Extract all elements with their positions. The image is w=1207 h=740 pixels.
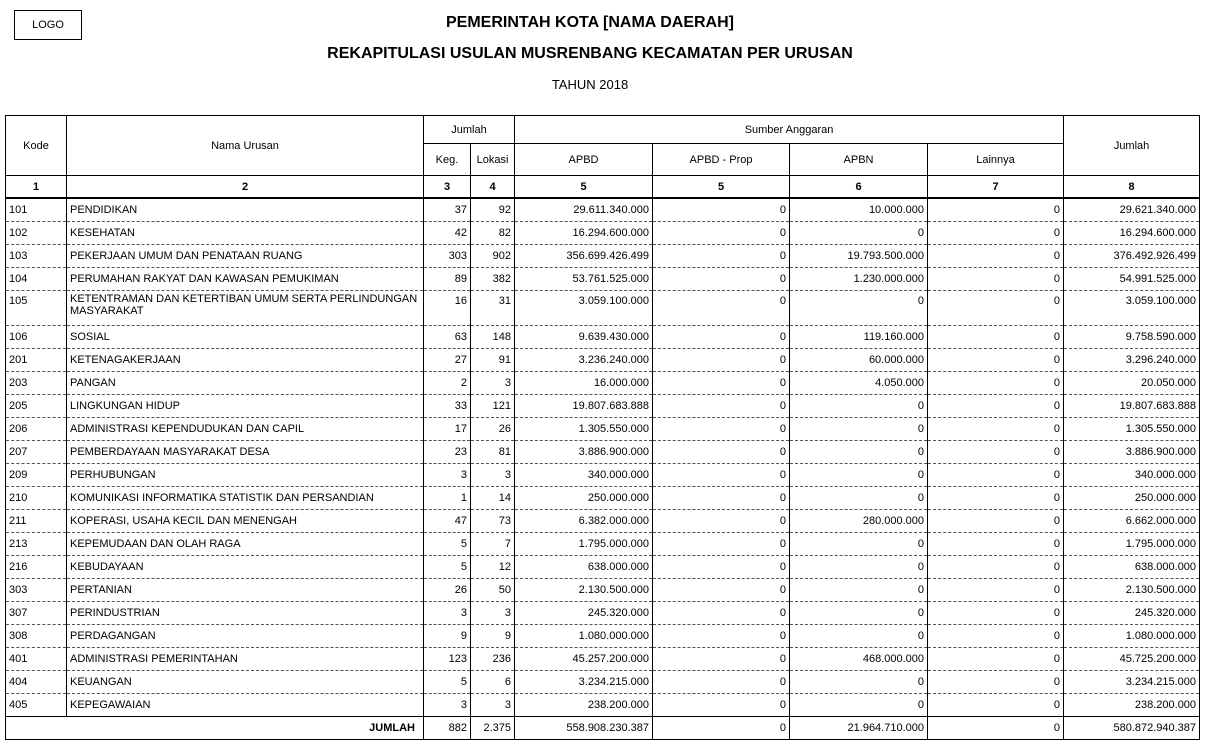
- cell-nama-urusan: KETENAGAKERJAAN: [67, 349, 424, 372]
- cell-apbn: 19.793.500.000: [790, 245, 928, 268]
- col-number: 1: [6, 176, 67, 199]
- cell-jumlah: 1.305.550.000: [1064, 418, 1200, 441]
- table-row: [6, 625, 1200, 648]
- table-row: [6, 694, 1200, 717]
- cell-lainnya: 0: [928, 418, 1064, 441]
- cell-nama-urusan: LINGKUNGAN HIDUP: [67, 395, 424, 418]
- cell-apbd: 638.000.000: [515, 556, 653, 579]
- cell-lokasi: 9: [471, 625, 515, 648]
- cell-jumlah: 1.080.000.000: [1064, 625, 1200, 648]
- cell-apbn: 0: [790, 625, 928, 648]
- cell-lokasi: 3: [471, 464, 515, 487]
- table-row: [6, 556, 1200, 579]
- cell-lokasi: 7: [471, 533, 515, 556]
- cell-apbd: 1.305.550.000: [515, 418, 653, 441]
- table-row: [6, 533, 1200, 556]
- cell-lokasi: 26: [471, 418, 515, 441]
- cell-apbn: 1.230.000.000: [790, 268, 928, 291]
- cell-lainnya: 0: [928, 372, 1064, 395]
- cell-keg: 17: [424, 418, 471, 441]
- cell-nama-urusan: PENDIDIKAN: [67, 198, 424, 222]
- cell-lokasi: 3: [471, 372, 515, 395]
- cell-nama-urusan: ADMINISTRASI PEMERINTAHAN: [67, 648, 424, 671]
- cell-kode: 206: [6, 418, 67, 441]
- cell-lokasi: 14: [471, 487, 515, 510]
- header-apbd-prop: APBD - Prop: [653, 144, 790, 176]
- cell-kode: 303: [6, 579, 67, 602]
- cell-apbn: 0: [790, 441, 928, 464]
- cell-nama-urusan: PERHUBUNGAN: [67, 464, 424, 487]
- cell-keg: 3: [424, 602, 471, 625]
- cell-keg: 5: [424, 533, 471, 556]
- cell-lokasi: 81: [471, 441, 515, 464]
- cell-lainnya: 0: [928, 349, 1064, 372]
- cell-apbd-prop: 0: [653, 510, 790, 533]
- cell-lokasi: 121: [471, 395, 515, 418]
- cell-keg: 1: [424, 487, 471, 510]
- cell-apbd: 45.257.200.000: [515, 648, 653, 671]
- cell-lainnya: 0: [928, 510, 1064, 533]
- total-jumlah: 580.872.940.387: [1064, 717, 1200, 740]
- table-row: [6, 579, 1200, 602]
- table-row: [6, 602, 1200, 625]
- cell-nama-urusan: KETENTRAMAN DAN KETERTIBAN UMUM SERTA PERLINDUNGAN MASYARAKAT: [67, 291, 424, 326]
- cell-apbd-prop: 0: [653, 418, 790, 441]
- table-row: [6, 487, 1200, 510]
- header-kode: Kode: [6, 116, 67, 176]
- cell-lokasi: 92: [471, 198, 515, 222]
- cell-jumlah: 9.758.590.000: [1064, 326, 1200, 349]
- cell-apbn: 0: [790, 418, 928, 441]
- cell-kode: 203: [6, 372, 67, 395]
- total-keg: 882: [424, 717, 471, 740]
- cell-jumlah: 250.000.000: [1064, 487, 1200, 510]
- cell-apbd-prop: 0: [653, 222, 790, 245]
- cell-apbn: 4.050.000: [790, 372, 928, 395]
- cell-apbn: 0: [790, 671, 928, 694]
- cell-kode: 307: [6, 602, 67, 625]
- table-row: [6, 648, 1200, 671]
- cell-jumlah: 3.296.240.000: [1064, 349, 1200, 372]
- cell-keg: 9: [424, 625, 471, 648]
- cell-kode: 103: [6, 245, 67, 268]
- cell-apbd: 340.000.000: [515, 464, 653, 487]
- cell-apbd: 3.059.100.000: [515, 291, 653, 326]
- cell-apbd-prop: 0: [653, 326, 790, 349]
- header-keg: Keg.: [424, 144, 471, 176]
- cell-keg: 37: [424, 198, 471, 222]
- cell-nama-urusan: SOSIAL: [67, 326, 424, 349]
- cell-jumlah: 3.886.900.000: [1064, 441, 1200, 464]
- cell-apbn: 0: [790, 533, 928, 556]
- cell-apbn: 0: [790, 222, 928, 245]
- cell-apbn: 119.160.000: [790, 326, 928, 349]
- cell-jumlah: 16.294.600.000: [1064, 222, 1200, 245]
- cell-kode: 201: [6, 349, 67, 372]
- table-row: [6, 326, 1200, 349]
- header-lokasi: Lokasi: [471, 144, 515, 176]
- header-lainnya: Lainnya: [928, 144, 1064, 176]
- col-number: 3: [424, 176, 471, 199]
- cell-kode: 105: [6, 291, 67, 326]
- cell-nama-urusan: KOPERASI, USAHA KECIL DAN MENENGAH: [67, 510, 424, 533]
- cell-apbn: 0: [790, 579, 928, 602]
- report-title: PEMERINTAH KOTA [NAMA DAERAH]: [446, 14, 734, 31]
- cell-jumlah: 54.991.525.000: [1064, 268, 1200, 291]
- cell-apbd-prop: 0: [653, 579, 790, 602]
- cell-lainnya: 0: [928, 326, 1064, 349]
- cell-apbd: 53.761.525.000: [515, 268, 653, 291]
- cell-apbn: 0: [790, 602, 928, 625]
- cell-apbn: 280.000.000: [790, 510, 928, 533]
- header-jumlah-total: Jumlah: [1064, 116, 1200, 176]
- cell-kode: 207: [6, 441, 67, 464]
- cell-nama-urusan: PERTANIAN: [67, 579, 424, 602]
- cell-apbd: 356.699.426.499: [515, 245, 653, 268]
- cell-lainnya: 0: [928, 268, 1064, 291]
- cell-kode: 104: [6, 268, 67, 291]
- cell-lokasi: 82: [471, 222, 515, 245]
- cell-apbd-prop: 0: [653, 245, 790, 268]
- cell-apbn: 0: [790, 556, 928, 579]
- cell-lainnya: 0: [928, 395, 1064, 418]
- cell-apbd: 9.639.430.000: [515, 326, 653, 349]
- cell-apbd-prop: 0: [653, 694, 790, 717]
- cell-lainnya: 0: [928, 245, 1064, 268]
- cell-lainnya: 0: [928, 441, 1064, 464]
- cell-keg: 123: [424, 648, 471, 671]
- cell-apbn: 0: [790, 395, 928, 418]
- cell-apbd: 2.130.500.000: [515, 579, 653, 602]
- cell-nama-urusan: PEKERJAAN UMUM DAN PENATAAN RUANG: [67, 245, 424, 268]
- cell-keg: 26: [424, 579, 471, 602]
- col-number: 4: [471, 176, 515, 199]
- cell-lainnya: 0: [928, 222, 1064, 245]
- col-number: 8: [1064, 176, 1200, 199]
- cell-jumlah: 1.795.000.000: [1064, 533, 1200, 556]
- cell-lainnya: 0: [928, 694, 1064, 717]
- cell-apbn: 0: [790, 487, 928, 510]
- cell-apbd-prop: 0: [653, 372, 790, 395]
- total-row: [6, 717, 1200, 740]
- header-jumlah: Jumlah: [424, 116, 515, 144]
- cell-apbd-prop: 0: [653, 556, 790, 579]
- cell-kode: 401: [6, 648, 67, 671]
- cell-kode: 210: [6, 487, 67, 510]
- cell-jumlah: 6.662.000.000: [1064, 510, 1200, 533]
- cell-jumlah: 29.621.340.000: [1064, 198, 1200, 222]
- cell-lainnya: 0: [928, 556, 1064, 579]
- total-lokasi: 2.375: [471, 717, 515, 740]
- cell-apbn: 0: [790, 694, 928, 717]
- cell-keg: 27: [424, 349, 471, 372]
- cell-nama-urusan: KEUANGAN: [67, 671, 424, 694]
- cell-kode: 216: [6, 556, 67, 579]
- cell-nama-urusan: PERDAGANGAN: [67, 625, 424, 648]
- cell-apbd-prop: 0: [653, 464, 790, 487]
- cell-lokasi: 91: [471, 349, 515, 372]
- cell-lokasi: 382: [471, 268, 515, 291]
- cell-lokasi: 12: [471, 556, 515, 579]
- table-row: [6, 198, 1200, 222]
- cell-jumlah: 3.059.100.000: [1064, 291, 1200, 326]
- cell-kode: 102: [6, 222, 67, 245]
- cell-nama-urusan: KEPEMUDAAN DAN OLAH RAGA: [67, 533, 424, 556]
- cell-jumlah: 19.807.683.888: [1064, 395, 1200, 418]
- cell-apbd: 245.320.000: [515, 602, 653, 625]
- cell-lokasi: 73: [471, 510, 515, 533]
- cell-nama-urusan: PEMBERDAYAAN MASYARAKAT DESA: [67, 441, 424, 464]
- col-number: 5: [653, 176, 790, 199]
- cell-jumlah: 638.000.000: [1064, 556, 1200, 579]
- cell-kode: 205: [6, 395, 67, 418]
- cell-keg: 5: [424, 671, 471, 694]
- cell-nama-urusan: ADMINISTRASI KEPENDUDUKAN DAN CAPIL: [67, 418, 424, 441]
- col-number: 5: [515, 176, 653, 199]
- cell-lokasi: 236: [471, 648, 515, 671]
- cell-apbn: 60.000.000: [790, 349, 928, 372]
- total-apbd-prop: 0: [653, 717, 790, 740]
- cell-apbd: 6.382.000.000: [515, 510, 653, 533]
- recap-table: [5, 115, 1200, 740]
- cell-nama-urusan: KOMUNIKASI INFORMATIKA STATISTIK DAN PERSANDIAN: [67, 487, 424, 510]
- cell-jumlah: 238.200.000: [1064, 694, 1200, 717]
- cell-keg: 303: [424, 245, 471, 268]
- cell-nama-urusan: PERUMAHAN RAKYAT DAN KAWASAN PEMUKIMAN: [67, 268, 424, 291]
- cell-apbd: 238.200.000: [515, 694, 653, 717]
- cell-apbd: 19.807.683.888: [515, 395, 653, 418]
- cell-apbd-prop: 0: [653, 198, 790, 222]
- cell-jumlah: 20.050.000: [1064, 372, 1200, 395]
- col-number: 7: [928, 176, 1064, 199]
- cell-jumlah: 376.492.926.499: [1064, 245, 1200, 268]
- cell-lainnya: 0: [928, 291, 1064, 326]
- cell-lokasi: 3: [471, 602, 515, 625]
- table-row: [6, 510, 1200, 533]
- table-row: [6, 245, 1200, 268]
- cell-lainnya: 0: [928, 579, 1064, 602]
- cell-lokasi: 50: [471, 579, 515, 602]
- table-row: [6, 268, 1200, 291]
- cell-apbn: 0: [790, 291, 928, 326]
- cell-lokasi: 148: [471, 326, 515, 349]
- cell-apbd-prop: 0: [653, 395, 790, 418]
- header-nama-urusan: Nama Urusan: [67, 116, 424, 176]
- cell-jumlah: 2.130.500.000: [1064, 579, 1200, 602]
- cell-apbd-prop: 0: [653, 671, 790, 694]
- cell-keg: 16: [424, 291, 471, 326]
- cell-kode: 106: [6, 326, 67, 349]
- cell-keg: 33: [424, 395, 471, 418]
- cell-kode: 211: [6, 510, 67, 533]
- table-row: [6, 441, 1200, 464]
- header-sumber-anggaran: Sumber Anggaran: [515, 116, 1064, 144]
- table-row: [6, 349, 1200, 372]
- cell-keg: 5: [424, 556, 471, 579]
- cell-jumlah: 340.000.000: [1064, 464, 1200, 487]
- cell-lainnya: 0: [928, 648, 1064, 671]
- cell-apbd-prop: 0: [653, 487, 790, 510]
- cell-apbd: 250.000.000: [515, 487, 653, 510]
- table-row: [6, 372, 1200, 395]
- cell-apbn: 0: [790, 464, 928, 487]
- cell-apbd: 29.611.340.000: [515, 198, 653, 222]
- cell-lokasi: 902: [471, 245, 515, 268]
- cell-apbd-prop: 0: [653, 441, 790, 464]
- cell-kode: 209: [6, 464, 67, 487]
- cell-lainnya: 0: [928, 198, 1064, 222]
- report-year: TAHUN 2018: [551, 77, 629, 92]
- table-row: [6, 671, 1200, 694]
- col-number: 6: [790, 176, 928, 199]
- cell-nama-urusan: KEPEGAWAIAN: [67, 694, 424, 717]
- table-row: [6, 464, 1200, 487]
- cell-apbd: 16.294.600.000: [515, 222, 653, 245]
- cell-apbd-prop: 0: [653, 602, 790, 625]
- cell-apbd-prop: 0: [653, 291, 790, 326]
- cell-apbn: 468.000.000: [790, 648, 928, 671]
- cell-keg: 2: [424, 372, 471, 395]
- header-apbn: APBN: [790, 144, 928, 176]
- total-label: JUMLAH: [6, 717, 424, 740]
- cell-apbd-prop: 0: [653, 648, 790, 671]
- logo: LOGO: [14, 10, 82, 40]
- cell-apbd-prop: 0: [653, 533, 790, 556]
- table-row: [6, 222, 1200, 245]
- cell-keg: 63: [424, 326, 471, 349]
- cell-keg: 42: [424, 222, 471, 245]
- cell-lainnya: 0: [928, 533, 1064, 556]
- total-apbn: 21.964.710.000: [790, 717, 928, 740]
- cell-apbd: 1.080.000.000: [515, 625, 653, 648]
- cell-kode: 308: [6, 625, 67, 648]
- cell-lokasi: 6: [471, 671, 515, 694]
- cell-nama-urusan: PANGAN: [67, 372, 424, 395]
- cell-apbd-prop: 0: [653, 349, 790, 372]
- cell-apbd: 1.795.000.000: [515, 533, 653, 556]
- cell-jumlah: 45.725.200.000: [1064, 648, 1200, 671]
- table-row: [6, 291, 1200, 326]
- cell-keg: 3: [424, 464, 471, 487]
- cell-lokasi: 3: [471, 694, 515, 717]
- cell-nama-urusan: KEBUDAYAAN: [67, 556, 424, 579]
- cell-apbd: 3.236.240.000: [515, 349, 653, 372]
- cell-apbd: 3.886.900.000: [515, 441, 653, 464]
- cell-apbd-prop: 0: [653, 625, 790, 648]
- cell-kode: 213: [6, 533, 67, 556]
- cell-kode: 404: [6, 671, 67, 694]
- cell-apbd: 16.000.000: [515, 372, 653, 395]
- cell-apbd-prop: 0: [653, 268, 790, 291]
- table-row: [6, 395, 1200, 418]
- cell-apbn: 10.000.000: [790, 198, 928, 222]
- col-number: 2: [67, 176, 424, 199]
- cell-lainnya: 0: [928, 625, 1064, 648]
- cell-lainnya: 0: [928, 464, 1064, 487]
- cell-nama-urusan: PERINDUSTRIAN: [67, 602, 424, 625]
- cell-keg: 23: [424, 441, 471, 464]
- cell-kode: 101: [6, 198, 67, 222]
- cell-keg: 3: [424, 694, 471, 717]
- cell-apbd: 3.234.215.000: [515, 671, 653, 694]
- report-subtitle: REKAPITULASI USULAN MUSRENBANG KECAMATAN PER URUSAN: [327, 45, 853, 62]
- cell-keg: 47: [424, 510, 471, 533]
- table-row: [6, 418, 1200, 441]
- cell-kode: 405: [6, 694, 67, 717]
- total-lainnya: 0: [928, 717, 1064, 740]
- cell-jumlah: 3.234.215.000: [1064, 671, 1200, 694]
- cell-nama-urusan: KESEHATAN: [67, 222, 424, 245]
- cell-lainnya: 0: [928, 602, 1064, 625]
- cell-lainnya: 0: [928, 671, 1064, 694]
- cell-lokasi: 31: [471, 291, 515, 326]
- total-apbd: 558.908.230.387: [515, 717, 653, 740]
- cell-lainnya: 0: [928, 487, 1064, 510]
- cell-jumlah: 245.320.000: [1064, 602, 1200, 625]
- cell-keg: 89: [424, 268, 471, 291]
- header-apbd: APBD: [515, 144, 653, 176]
